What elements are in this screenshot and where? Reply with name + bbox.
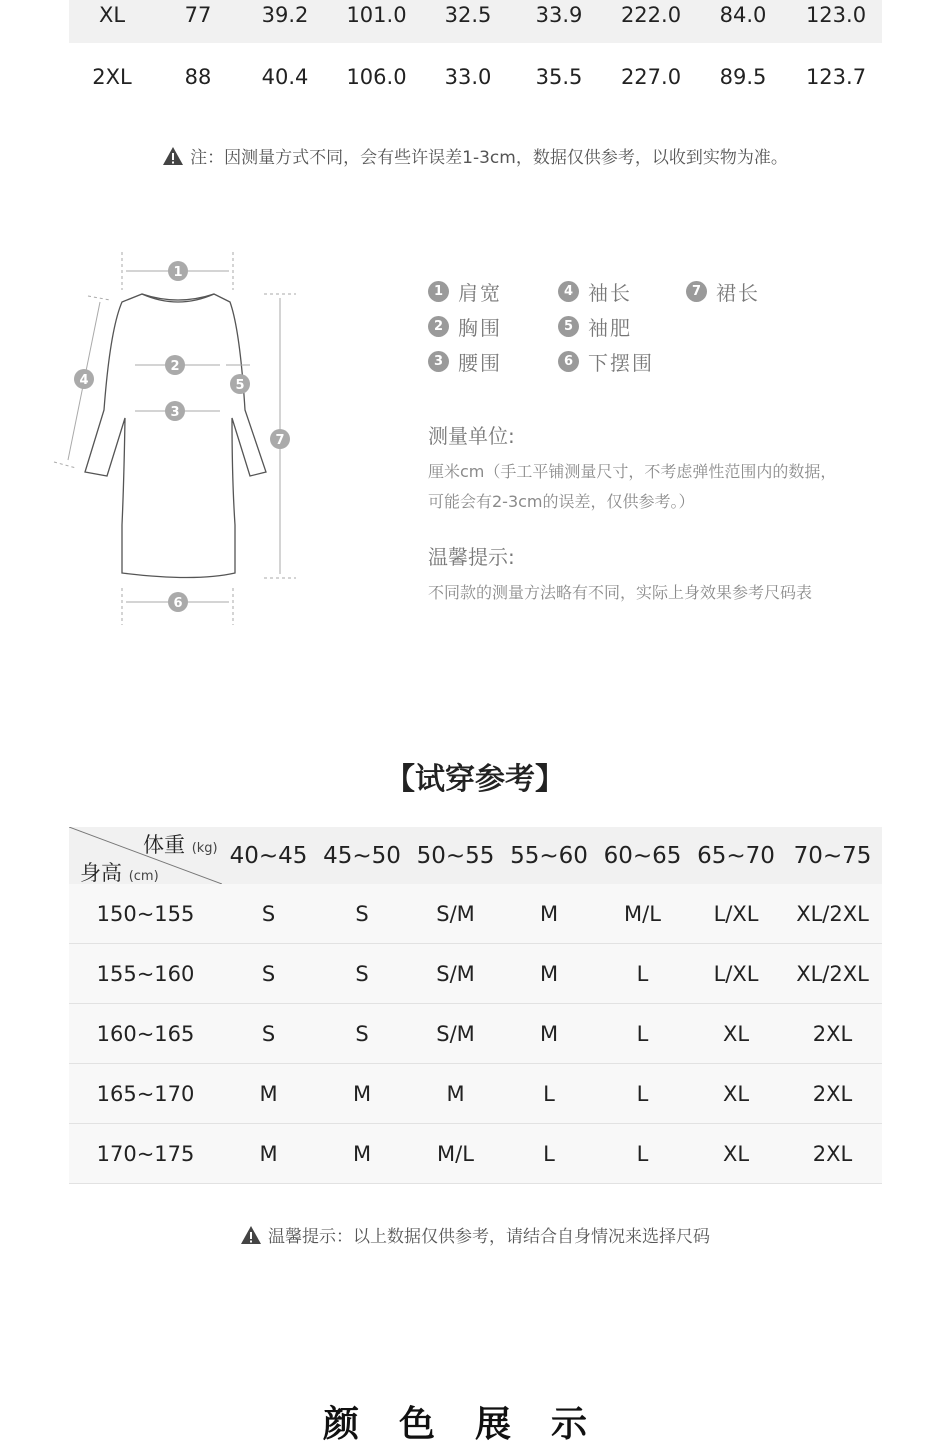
tips-text: 不同款的测量方法略有不同，实际上身效果参考尺码表 [428,583,813,602]
table-row [69,884,882,944]
legend-label: 袖长 [588,280,632,305]
size-cell: XL [722,1141,750,1166]
warning-icon [240,1225,262,1245]
cell: 33.9 [535,2,583,27]
note-text: 温馨提示：以上数据仅供参考，请结合自身情况来选择尺码 [268,1227,710,1247]
fit-note [0,1222,950,1247]
marker-4: 4 [79,373,89,388]
size-cell: M [259,1081,278,1106]
fit-table [69,827,882,1184]
height-cell: 165~170 [96,1081,195,1106]
weight-col: 45~50 [323,842,401,869]
size-table [69,0,882,99]
cell: 89.5 [719,65,767,89]
cell: 227.0 [620,65,682,89]
size-cell: M [539,961,559,986]
height-label: 身高 [80,861,122,885]
weight-col: 60~65 [603,842,682,869]
height-cell: 155~160 [96,961,195,986]
size-cell: L [636,961,649,986]
size-cell: S [261,961,276,986]
legend-item [558,278,686,304]
number-icon: 7 [686,281,707,302]
size-cell: L [636,1141,649,1166]
size-cell: XL/2XL [796,901,869,926]
size-cell: L [543,1141,555,1166]
height-cell: 170~175 [96,1141,195,1166]
size-cell: L/XL [713,961,759,986]
marker-2: 2 [170,359,180,374]
cell: 33.0 [444,65,492,89]
legend-label: 腰围 [458,350,502,375]
dress-measurement-diagram [40,240,340,640]
size-cell: 2XL [812,1141,853,1166]
number-icon: 2 [428,316,449,337]
marker-7: 7 [275,433,285,448]
height-cell: 150~155 [96,901,195,926]
size-cell: M [539,1021,559,1046]
number-icon: 6 [558,351,579,372]
size-cell: XL [722,1081,750,1106]
size-cell: L [636,1081,649,1106]
table-row [69,1124,882,1184]
cell: 222.0 [620,2,682,27]
fit-section-title: 【试穿参考】 [385,762,565,797]
size-cell: S/M [436,1021,475,1046]
size-cell: S/M [436,961,475,986]
marker-6: 6 [173,596,183,611]
cell: 101.0 [346,2,407,27]
measurement-legend [428,278,908,374]
size-cell: L/XL [713,901,759,926]
legend-item [428,348,558,374]
size-cell: L [543,1081,555,1106]
legend-label: 胸围 [458,315,502,340]
cell-size: XL [98,2,126,27]
size-cell: M [259,1141,278,1166]
size-cell: 2XL [812,1021,853,1046]
legend-label: 裙长 [716,280,760,305]
size-cell: M [352,1081,372,1106]
cell: 40.4 [261,65,309,89]
size-cell: S [355,901,369,926]
height-cell: 160~165 [96,1021,195,1046]
size-cell: M [539,901,559,926]
size-cell: 2XL [812,1081,853,1106]
weight-label: 体重 [143,833,185,857]
height-unit: (cm) [128,869,159,884]
cell: 77 [184,2,212,27]
legend-label: 袖肥 [588,315,632,340]
size-cell: L [636,1021,649,1046]
size-cell: S [261,1021,276,1046]
size-cell: S [355,1021,369,1046]
number-icon: 5 [558,316,579,337]
cell: 106.0 [346,65,407,89]
size-cell: M/L [624,901,661,926]
weight-col: 70~75 [793,842,872,869]
measure-unit-line1: 厘米cm（手工平铺测量尺寸，不考虑弹性范围内的数据， [428,462,837,481]
size-row-xl [69,0,882,43]
legend-label: 肩宽 [458,280,502,305]
measurement-note [0,143,950,168]
number-icon: 4 [558,281,579,302]
weight-unit: (kg) [191,841,218,856]
measure-unit-block [428,420,928,517]
legend-label: 下摆围 [588,350,654,375]
tips-block [428,541,928,608]
size-cell: S [355,961,369,986]
weight-col: 55~60 [510,842,588,869]
measure-unit-line2: 可能会有2-3cm的误差，仅供参考。） [428,492,695,511]
cell: 32.5 [444,2,492,27]
cell: 35.5 [535,65,583,89]
size-cell: S/M [436,901,475,926]
size-cell: M/L [437,1141,474,1166]
cell-size: 2XL [92,65,132,89]
size-cell: M [352,1141,372,1166]
tips-title: 温馨提示: [428,545,515,569]
weight-header [143,829,218,859]
number-icon: 3 [428,351,449,372]
weight-col: 65~70 [697,842,775,869]
weight-col: 40~45 [229,842,308,869]
marker-3: 3 [170,405,180,420]
legend-item [428,278,558,304]
cell: 123.7 [805,65,867,89]
size-cell: S [261,901,276,926]
number-icon: 1 [428,281,449,302]
legend-item [558,313,686,339]
note-text: 注：因测量方式不同，会有些许误差1-3cm，数据仅供参考，以收到实物为准。 [190,148,788,168]
cell: 39.2 [261,2,309,27]
marker-5: 5 [235,378,245,393]
table-row [69,1064,882,1124]
size-cell: M [446,1081,465,1106]
legend-item [428,313,558,339]
warning-icon [162,146,184,166]
size-cell: XL [722,1021,750,1046]
marker-1: 1 [173,265,183,280]
size-row-2xl [69,55,882,99]
table-row [69,1004,882,1064]
cell: 123.0 [805,2,867,27]
size-cell: XL/2XL [796,961,869,986]
legend-empty [686,313,816,339]
legend-item [558,348,686,374]
measure-unit-title: 测量单位: [428,424,515,448]
header-corner [69,827,222,884]
fit-table-header [69,827,882,884]
table-row [69,944,882,1004]
height-header [80,857,159,887]
weight-col: 50~55 [416,842,495,869]
color-display-title: 颜色展示 [322,1404,627,1445]
cell: 84.0 [719,2,767,27]
cell: 88 [184,65,212,89]
legend-item [686,278,816,304]
